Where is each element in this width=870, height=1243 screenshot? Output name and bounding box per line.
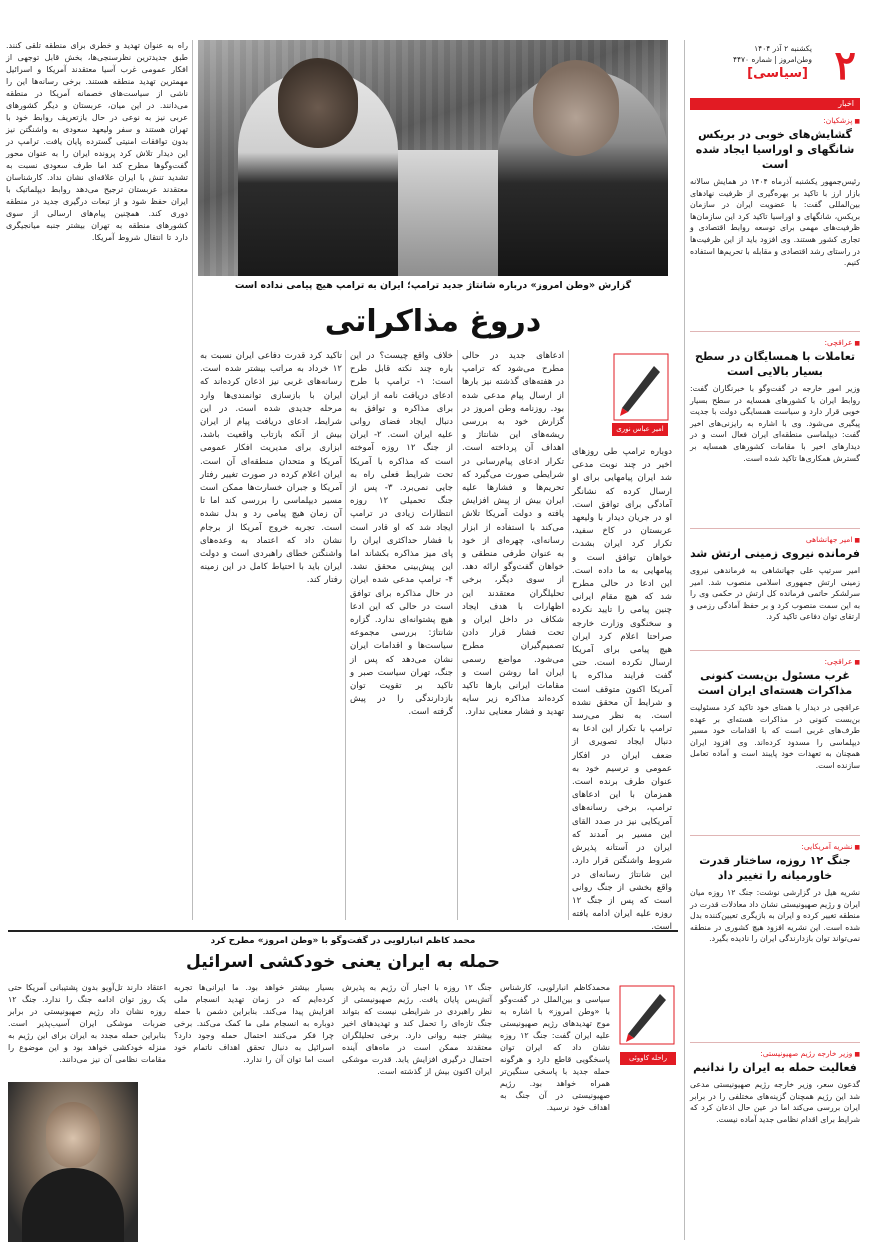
news-body: وزیر امور خارجه در گفت‌وگو با خبرنگاران گفت: روابط ایران با کشورهای همسایه در سطح بسیار خوبی قرار دارد و سیاست همسایگی دولت با جدیت پیگیری می‌شود. وی با اشاره به رایزنی‌های اخیر گفت: دیپلماسی منطقه‌ای ایران فعال است و در دیدارهای اخیر با مقامات کشورهای همسایه بر گسترش همکاری‌ها تاکید شده است. [690, 384, 860, 463]
news-body: گدعون سعر، وزیر خارجه رژیم صهیونیستی مدعی شد این رژیم همچنان گزینه‌های مختلفی را در برابر ایران بررسی می‌کند اما در عین حال اذعان کرد که شرایط برای اقدام نظامی جدید آماده نیست. [690, 1080, 860, 1124]
news-kicker: ■ امیر جهانشاهی [690, 535, 860, 544]
news-title: تعاملات با همسایگان در سطح بسیار بالایی است [694, 350, 856, 378]
interview-col-1: محمدکاظم انبارلویی، کارشناس سیاسی و بین‌الملل در گفت‌وگو با «وطن امروز» با اشاره به موج تهدیدهای رژیم صهیونیستی علیه ایران گفت: جنگ ۱۲ روزه نشان داد که ایران توان پاسخگویی قاطع دارد و هرگونه حمله جدید با پاسخی سنگین‌تر همراه خواهد بود. رژیم صهیونیستی در آن جنگ به اهداف خود نرسید. [500, 983, 610, 1112]
news-title: جنگ ۱۲ روزه، ساختار قدرت خاورمیانه را تغییر داد [699, 854, 851, 882]
column-divider [345, 350, 346, 920]
news-bar: اخبار [690, 98, 860, 110]
news-item [690, 116, 860, 326]
article-col-4: تاکید کرد قدرت دفاعی ایران نسبت به ۱۲ خرداد به مراتب بیشتر شده است. رسانه‌های غربی نیز اذعان کرده‌اند که ایران با بازسازی توانمندی‌ها وارد مرحله جدیدی شده است. در این شرایط، ادعای دریافت پیام از ایران بیش از آنکه بازتاب واقعیت باشد، ابزاری برای مدیریت افکار عمومی آمریکا و متحدان منطقه‌ای آن است. ایران اعلام کرده در صورت تغییر رفتار آمریکا و جبران خسارت‌ها ممکن است مسیر دیپلماسی را بررسی کند اما تا آن زمان هیچ پیامی رد و بدل نشده است. تجربه خروج آمریکا از برجام نشان داد که اعتماد به وعده‌های واشنگتن خطای راهبردی است و دولت ایران باید با احتیاط کامل در این زمینه رفتار کند. [200, 351, 342, 586]
column-divider [192, 40, 193, 920]
news-divider [690, 331, 860, 332]
interviewee-portrait [8, 1082, 138, 1242]
news-title: غرب مسئول بن‌بست کنونی مذاکرات هسته‌ای ایران است [697, 669, 853, 697]
news-kicker: ■ وزیر خارجه رژیم صهیونیستی: [690, 1049, 860, 1058]
news-kicker: ■ عراقچی: [690, 657, 860, 666]
article-col-2: ادعاهای جدید در حالی مطرح می‌شود که ترامپ در هفته‌های گذشته نیز بارها از ارسال پیام مدعی شده بود. روزنامه وطن امروز در گزارش خود به بررسی ریشه‌های این شانتاژ و اهداف آن پرداخته است. تکرار ادعای پیام‌رسانی در شرایطی صورت می‌گیرد که تحریم‌ها و فشارها علیه ایران بیش از پیش افزایش یافته و دولت آمریکا تلاش می‌کند با استفاده از ابزار رسانه‌ای، چهره‌ای از خود به عنوان طرفی منطقی و خواهان گفت‌وگو ارائه دهد. از سوی دیگر، برخی تحلیلگران معتقدند این اظهارات با هدف ایجاد شکاف در داخل ایران و تحت فشار قرار دادن تصمیم‌گیران مطرح می‌شود. مواضع رسمی ایران اما روشن است و مقامات ایرانی بارها تاکید کرده‌اند مذاکره زیر سایه تهدید و فشار معنایی ندارد. [462, 351, 564, 718]
article-col-1 [572, 350, 672, 933]
article-col-3: خلاف واقع چیست؟ در این باره چند نکته قابل طرح است: ۱- ترامپ با طرح ادعای دریافت نامه از ایران برای مذاکره و توافق به دنبال ایجاد فضای روانی علیه ایران است. ۲- ایران از جنگ ۱۲ روزه آموخته است که مذاکره با آمریکا تحت شرایط فعلی راه به جایی نمی‌برد. ۳- پس از جنگ تحمیلی ۱۲ روزه انتظارات زیادی در ترامپ ایجاد شد که او قادر است با فشار حداکثری ایران را پای میز مذاکره بکشاند اما این پیش‌بینی محقق نشد. ۴- ترامپ مدعی شده ایران در حال مذاکره برای توافق است در حالی که این ادعا هیچ پشتوانه‌ای ندارد. گزاره شانتاژ: بررسی مجموعه سیاست‌ها و اقدامات ایران نشان می‌دهد که پس از جنگ، تهران سیاست صبر و تاکید بر تقویت توان بازدارندگی را در پیش گرفته است. [350, 351, 454, 718]
news-divider [690, 1042, 860, 1043]
news-title: فعالیت حمله به ایران را ندانیم [693, 1061, 857, 1074]
meeting-photo [198, 40, 668, 276]
photo-caption: گزارش «وطن امروز» درباره شانتاژ جدید ترامپ؛ ایران به ترامپ هیچ پیامی نداده است [234, 280, 632, 291]
article-col-1-text: دوباره ترامپ طی روزهای اخیر در چند نوبت مدعی شد ایران پیامهایی برای او ارسال کرده که نشانگر آمادگی برای توافق است. او در جریان دیدار با ولیعهد عربستان در کاخ سفید، تکرار کرد ایران بشدت خواهان توافق است و پیامهایی به ما داده است. این ادعا در حالی مطرح شد که هیچ مقام ایرانی چنین پیامی را تایید نکرده و سخنگوی وزارت خارجه صراحتا اعلام کرد ایران هیچ پیامی برای آمریکا ارسال نکرده است. حتی گفت فرایند مذاکره با آمریکا اکنون متوقف است و شرایط آن محقق نشده است. به نظر می‌رسد ترامپ با تکرار این ادعا به دنبال ایجاد تصویری از ضعف ایران در افکار عمومی و ترسیم خود به عنوان طرف برنده است. همزمان با این ادعاهای ترامپ، برخی رسانه‌های آمریکایی نیز در صدد القای این مسیر بر آمدند که ایران در آستانه پذیرش شروط واشنگتن قرار دارد. این شانتاژ رسانه‌ای در واقع بخشی از جنگ روانی است که پس از جنگ ۱۲ روزه علیه ایران ادامه یافته است. [572, 447, 672, 933]
news-kicker: ■ پزشکیان: [690, 116, 860, 125]
news-item [690, 657, 860, 830]
news-body: رئیس‌جمهور یکشنبه آذرماه ۱۴۰۴ در همایش سالانه بازار ارز با تاکید بر بهره‌گیری از ظرفیت نهادهای بین‌المللی گفت: با عضویت ایران در سازمان بریکس، شانگهای و اوراسیا تاکید کرد این سازمان‌ها ظرفیت‌های مهمی برای توسعه روابط اقتصادی و تجاری کشور هستند. وی افزود باید از این ظرفیت‌ها در راستای رشد اقتصادی و مقابله با تحریم‌ها استفاده کنیم. [690, 177, 860, 268]
column-divider [684, 40, 685, 1240]
author-box [610, 350, 672, 438]
interview-author-name: راحله کاووئی [620, 1052, 676, 1065]
interview-author-box [616, 982, 678, 1062]
interview-col-3: بسیار بیشتر خواهد بود. ما ایرانی‌ها تجربه کرده‌ایم که در زمان تهدید انسجام ملی افزایش پیدا می‌کند. بنابراین دشمن با حمله دوباره به انسجام ملی ما کمک می‌کند. برخی چرا فکر می‌کنند احتمال حمله وجود دارد؟ اسرائیل به دنبال تحقق اهداف ناتمام خود است اما توان آن را ندارد. [174, 983, 334, 1064]
news-kicker: ■ نشریه آمریکایی: [690, 842, 860, 851]
column-divider [457, 350, 458, 920]
news-item [690, 338, 860, 523]
page-issue: وطن‌امروز | شماره ۴۴۷۰ [732, 55, 812, 64]
news-divider [690, 528, 860, 529]
interview-col-4: اعتقاد دارند تل‌آویو بدون پشتیبانی آمریکا حتی یک روز توان ادامه جنگ را ندارد. جنگ ۱۲ روزه نشان داد رژیم صهیونیستی در برابر ضربات موشکی ایران آسیب‌پذیر است. بنابراین حمله مجدد به ایران برای این رژیم به منزله خودکشی خواهد بود و این موضوع را مقامات نظامی آن نیز می‌دانند. [8, 983, 166, 1064]
pen-icon [616, 982, 678, 1048]
news-column [690, 40, 860, 1240]
pen-icon [610, 350, 672, 424]
interview-section [8, 930, 678, 1242]
news-item [690, 842, 860, 1037]
page-date: یکشنبه ۲ آذر ۱۴۰۴ [754, 44, 812, 53]
news-item [690, 1049, 860, 1169]
news-title: فرمانده نیروی زمینی ارتش شد [690, 547, 860, 560]
main-headline: دروغ مذاکراتی [324, 304, 542, 339]
interview-headline: حمله به ایران یعنی خودکشی اسرائیل [186, 952, 500, 972]
news-kicker: ■ عراقچی: [690, 338, 860, 347]
news-item [690, 535, 860, 645]
section-header [690, 40, 860, 98]
left-column-text: راه به عنوان تهدید و خطری برای منطقه تلقی کنند. طبق جدیدترین نظرسنجی‌ها، بخش قابل توجهی از افکار عمومی غرب آسیا معتقدند آمریکا و اسرائیل مهمترین تهدید منطقه هستند. برخی رسانه‌ها این را ناشی از سیاست‌های خصمانه آمریکا در منطقه می‌دانند. در این میان، عربستان و دیگر کشورهای عربی نیز به نوعی در حال بازتعریف روابط خود با تهران هستند و سفر ولیعهد سعودی به واشنگتن نیز بدون توافقات امنیتی گسترده پایان یافت. ترامپ در این دیدار تلاش کرد پرونده ایران را به عنوان محور گفت‌وگوها مطرح کند اما طرف سعودی نسبت به تشدید تنش با ایران علاقه‌ای نشان نداد. کارشناسان معتقدند عربستان ترجیح می‌دهد روابط دیپلماتیک با ایران حفظ شود و از تبعات درگیری جدید در منطقه دوری کند. همچنین پیام‌های ارسالی از سوی کشورهای منطقه به تهران بیشتر جنبه میانجیگری دارد تا انتقال شروط آمریکا. [6, 41, 188, 242]
author-name: امیر عباس نوری [612, 423, 668, 436]
section-label: [ سیاسی ] [743, 66, 812, 81]
news-body: نشریه هیل در گزارشی نوشت: جنگ ۱۲ روزه میان ایران و رژیم صهیونیستی نشان داد معادلات قدرت در منطقه تغییر کرده و ایران به بازیگری تعیین‌کننده بدل شده است. این نشریه افزود هیچ کشوری در منطقه نمی‌تواند توان بازدارندگی ایران را نادیده بگیرد. [689, 888, 860, 944]
news-divider [690, 835, 860, 836]
news-body: عراقچی در دیدار با همتای خود تاکید کرد مسئولیت بن‌بست کنونی در مذاکرات هسته‌ای بر عهده طرف‌های غربی است که با اقدامات خود مسیر دیپلماسی را مسدود کرده‌اند. وی افزود ایران همچنان به تعهدات خود پایبند است و آماده تعامل سازنده است. [690, 703, 860, 770]
page-number: ۲ [834, 42, 856, 89]
news-title: گشایش‌های خوبی در بریکس شانگهای و اوراسیا ایجاد شده است [695, 128, 855, 171]
column-divider [568, 350, 569, 920]
interview-col-2: جنگ ۱۲ روزه با اجبار آن رژیم به پذیرش آتش‌بس پایان یافت. رژیم صهیونیستی از نظر راهبردی در شرایطی نیست که بتواند جنگ تازه‌ای را تحمل کند و تهدیدهای اخیر بیشتر جنبه روانی دارد. برخی تحلیلگران معتقدند ممکن است در ماه‌های آینده احتمال درگیری افزایش یابد. قدرت موشکی ایران اکنون بیش از گذشته است. [342, 983, 492, 1076]
news-divider [690, 650, 860, 651]
interview-kicker: محمد کاظم انبارلویی در گفت‌وگو با «وطن امروز» مطرح کرد [210, 936, 476, 946]
news-body: امیر سرتیپ علی جهانشاهی به فرماندهی نیروی زمینی ارتش جمهوری اسلامی منصوب شد. امیر سرلشکر حاتمی فرمانده کل ارتش در حکمی وی را به این سمت منصوب کرد و بر حفظ آمادگی رزمی و ارتقای توان دفاعی تاکید کرد. [690, 566, 860, 622]
